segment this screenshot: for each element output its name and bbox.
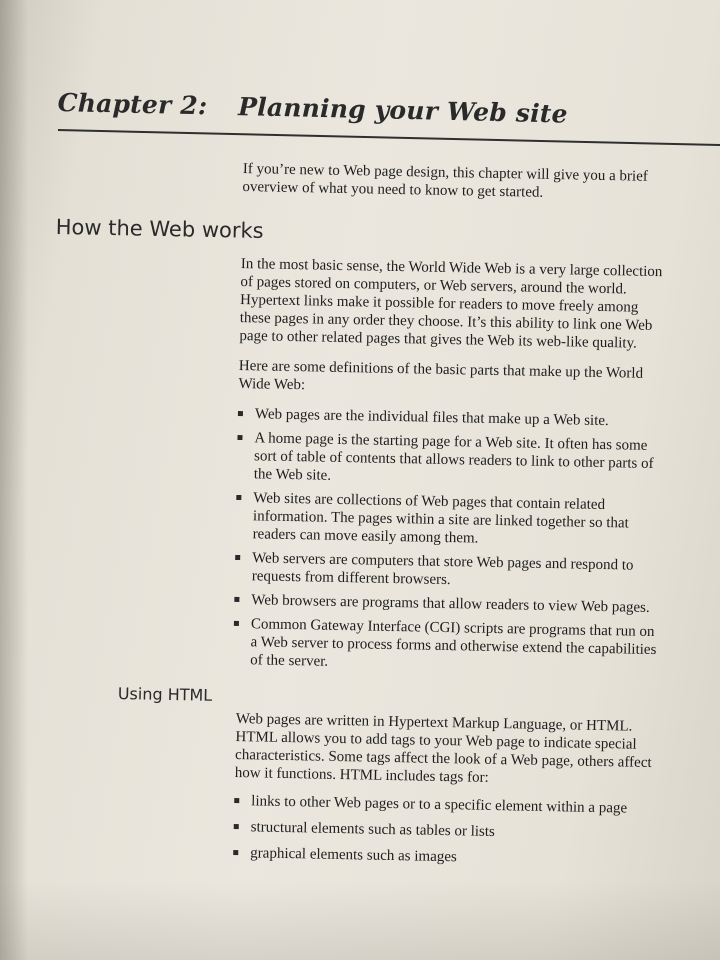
list-item xyxy=(234,591,659,617)
list-item xyxy=(235,549,661,593)
list-item xyxy=(237,429,663,491)
list-item xyxy=(233,615,659,677)
bullet-icon xyxy=(236,495,241,500)
chapter-rule xyxy=(58,129,720,146)
chapter-heading xyxy=(57,88,697,132)
intro-paragraph: If you’re new to Web page design, this chapter will give you a brief overview of what you need to know to get started. xyxy=(242,160,648,201)
html-tags-list xyxy=(233,792,664,870)
bullet-icon xyxy=(237,435,242,440)
definitions-list xyxy=(233,405,663,677)
bullet-icon xyxy=(233,850,238,855)
list-item-text: A home page is the starting page for a Web site. It often has some sort of table of contents that allows readers to link to other parts of the Web site. xyxy=(253,430,654,484)
bullet-icon xyxy=(234,597,239,602)
section-heading-html: Using HTML xyxy=(117,684,213,705)
list-item-text: structural elements such as tables or lists xyxy=(250,819,495,840)
chapter-title: Planning your Web site xyxy=(237,92,569,129)
list-item xyxy=(234,792,664,818)
paragraph: Web pages are written in Hypertext Markup Language, or HTML. HTML allows you to add tags to your Web page to indicate special characteristics. Some tags affect the look of a Web page, others affect how it functions. HTML includes tags for: xyxy=(234,710,652,786)
list-item-text: Web sites are collections of Web pages that contain related information. The pages within a site are linked together so that readers can move easily among them. xyxy=(252,490,629,547)
list-item-text: Web browsers are programs that allow readers to view Web pages. xyxy=(251,592,650,616)
section-web-body xyxy=(233,255,666,683)
list-item-text: graphical elements such as images xyxy=(250,845,457,866)
page-shadow xyxy=(0,880,720,960)
bullet-icon xyxy=(234,798,239,803)
list-item-text: Common Gateway Interface (CGI) scripts are programs that run on a Web server to process forms and otherwise extend the capabilities of the server. xyxy=(250,616,657,670)
bullet-icon xyxy=(234,824,239,829)
bullet-icon xyxy=(235,555,240,560)
bullet-icon xyxy=(238,411,243,416)
list-item xyxy=(233,844,663,870)
chapter-number: Chapter 2: xyxy=(57,88,208,121)
section-heading-web: How the Web works xyxy=(55,215,264,243)
list-item xyxy=(234,818,664,844)
list-item-text: Web pages are the individual files that make up a Web site. xyxy=(254,406,609,430)
list-item xyxy=(238,405,663,431)
list-item-text: links to other Web pages or to a specific element within a page xyxy=(251,793,628,817)
list-item xyxy=(235,489,661,551)
paragraph: Here are some definitions of the basic parts that make up the World Wide Web: xyxy=(238,357,644,394)
section-html-body xyxy=(233,710,666,878)
bullet-icon xyxy=(234,621,239,626)
spine-shadow xyxy=(0,0,28,960)
list-item-text: Web servers are computers that store Web pages and respond to requests from different browsers. xyxy=(251,550,634,589)
paragraph: In the most basic sense, the World Wide Web is a very large collection of pages stored on computers, or Web servers, around the world. Hypertext links make it possible for readers to move freely among these pages in any order they choose. It’s this ability to link one Web page to other related pages that gives the Web its web-like quality. xyxy=(239,255,663,352)
